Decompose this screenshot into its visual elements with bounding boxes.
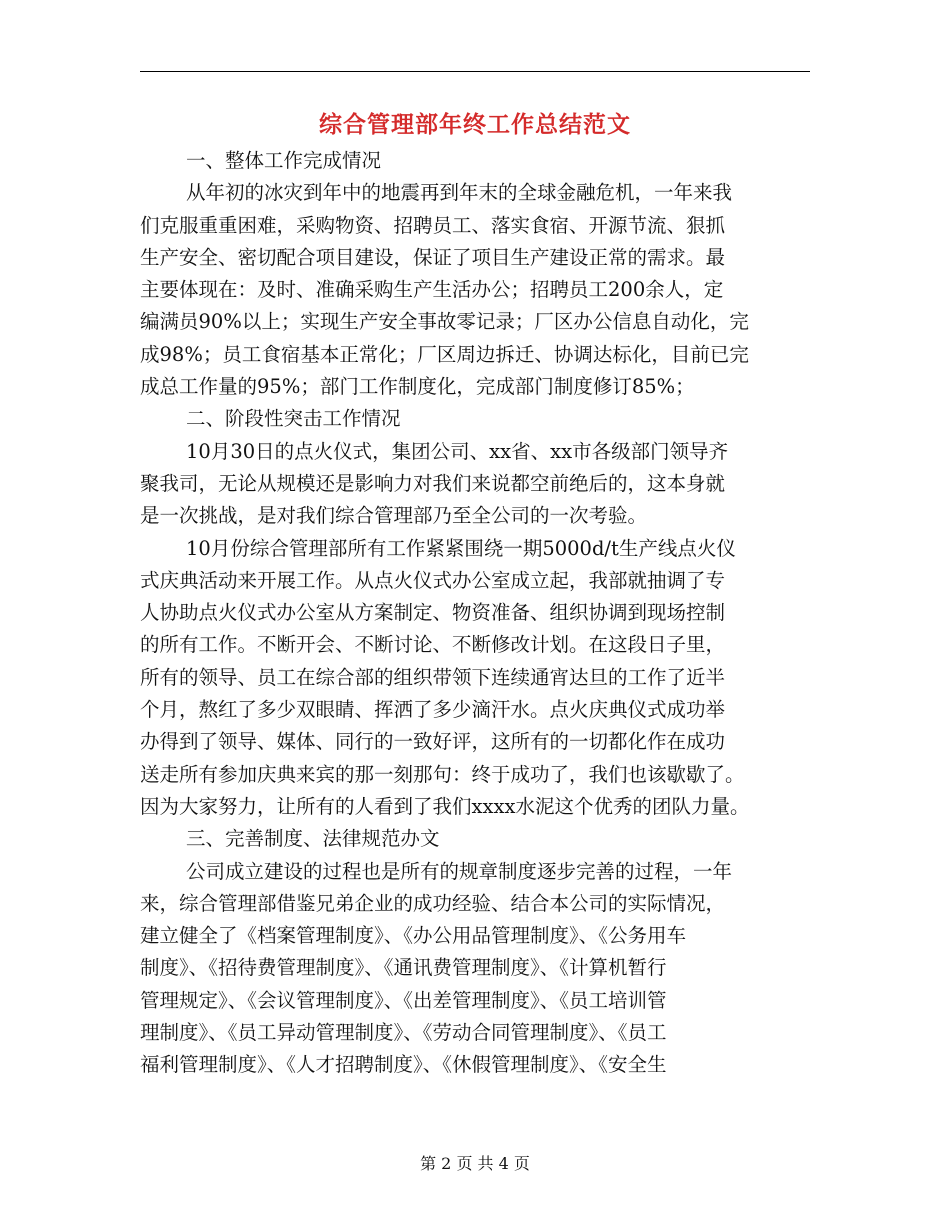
document-title: 综合管理部年终工作总结范文 bbox=[319, 111, 631, 138]
section-heading-1: 一、整体工作完成情况 bbox=[186, 149, 382, 172]
body-line: 从年初的冰灾到年中的地震再到年末的全球金融危机，一年来我 bbox=[186, 181, 733, 205]
body-line: 人协助点火仪式办公室从方案制定、物资准备、组织协调到现场控制 bbox=[140, 601, 726, 625]
body-line: 办得到了领导、媒体、同行的一致好评，这所有的一切都化作在成功 bbox=[140, 730, 726, 754]
body-line: 10月30日的点火仪式，集团公司、xx省、xx市各级部门领导齐 bbox=[186, 439, 729, 463]
body-line: 是一次挑战，是对我们综合管理部乃至全公司的一次考验。 bbox=[140, 504, 648, 528]
body-line: 聚我司，无论从规模还是影响力对我们来说都空前绝后的，这本身就 bbox=[140, 471, 726, 495]
section-heading-2: 二、阶段性突击工作情况 bbox=[186, 407, 401, 431]
body-line: 因为大家努力，让所有的人看到了我们xxxx水泥这个优秀的团队力量。 bbox=[140, 794, 750, 818]
body-line: 主要体现在：及时、准确采购生产生活办公；招聘员工200余人，定 bbox=[140, 278, 724, 302]
body-line: 成总工作量的95%；部门工作制度化，完成部门制度修订85%； bbox=[140, 375, 695, 399]
body-line: 所有的领导、员工在综合部的组织带领下连续通宵达旦的工作了近半 bbox=[140, 665, 726, 689]
body-line: 送走所有参加庆典来宾的那一刻那句：终于成功了，我们也该歇歇了。 bbox=[140, 762, 745, 786]
page-number: 第 2 页 共 4 页 bbox=[420, 1154, 530, 1173]
document-body bbox=[140, 145, 810, 1082]
body-line: 式庆典活动来开展工作。从点火仪式办公室成立起，我部就抽调了专 bbox=[140, 568, 726, 592]
section-heading-3: 三、完善制度、法律规范办文 bbox=[186, 827, 440, 851]
body-line: 生产安全、密切配合项目建设，保证了项目生产建设正常的需求。最 bbox=[140, 245, 726, 269]
body-line: 来，综合管理部借鉴兄弟企业的成功经验、结合本公司的实际情况， bbox=[140, 891, 726, 915]
body-line: 编满员90%以上；实现生产安全事故零记录；厂区办公信息自动化，完 bbox=[140, 310, 749, 334]
header-rule bbox=[140, 71, 810, 72]
body-line: 成98%；员工食宿基本正常化；厂区周边拆迁、协调达标化，目前已完 bbox=[140, 342, 749, 366]
body-line: 制度》、《招待费管理制度》、《通讯费管理制度》、《计算机暂行 bbox=[140, 956, 667, 980]
body-line: 管理规定》、《会议管理制度》、《出差管理制度》、《员工培训管 bbox=[140, 988, 667, 1012]
body-line: 理制度》、《员工异动管理制度》、《劳动合同管理制度》、《员工 bbox=[140, 1021, 667, 1045]
body-line: 福利管理制度》、《人才招聘制度》、《休假管理制度》、《安全生 bbox=[140, 1053, 667, 1077]
body-line: 10月份综合管理部所有工作紧紧围绕一期5000d/t生产线点火仪 bbox=[186, 536, 736, 560]
body-line: 的所有工作。不断开会、不断讨论、不断修改计划。在这段日子里， bbox=[140, 633, 726, 657]
body-line: 们克服重重困难，采购物资、招聘员工、落实食宿、开源节流、狠抓 bbox=[140, 213, 726, 237]
body-line: 公司成立建设的过程也是所有的规章制度逐步完善的过程，一年 bbox=[186, 859, 733, 883]
body-line: 建立健全了《档案管理制度》、《办公用品管理制度》、《公务用车 bbox=[140, 924, 687, 948]
body-line: 个月，熬红了多少双眼睛、挥洒了多少滴汗水。点火庆典仪式成功举 bbox=[140, 698, 726, 722]
